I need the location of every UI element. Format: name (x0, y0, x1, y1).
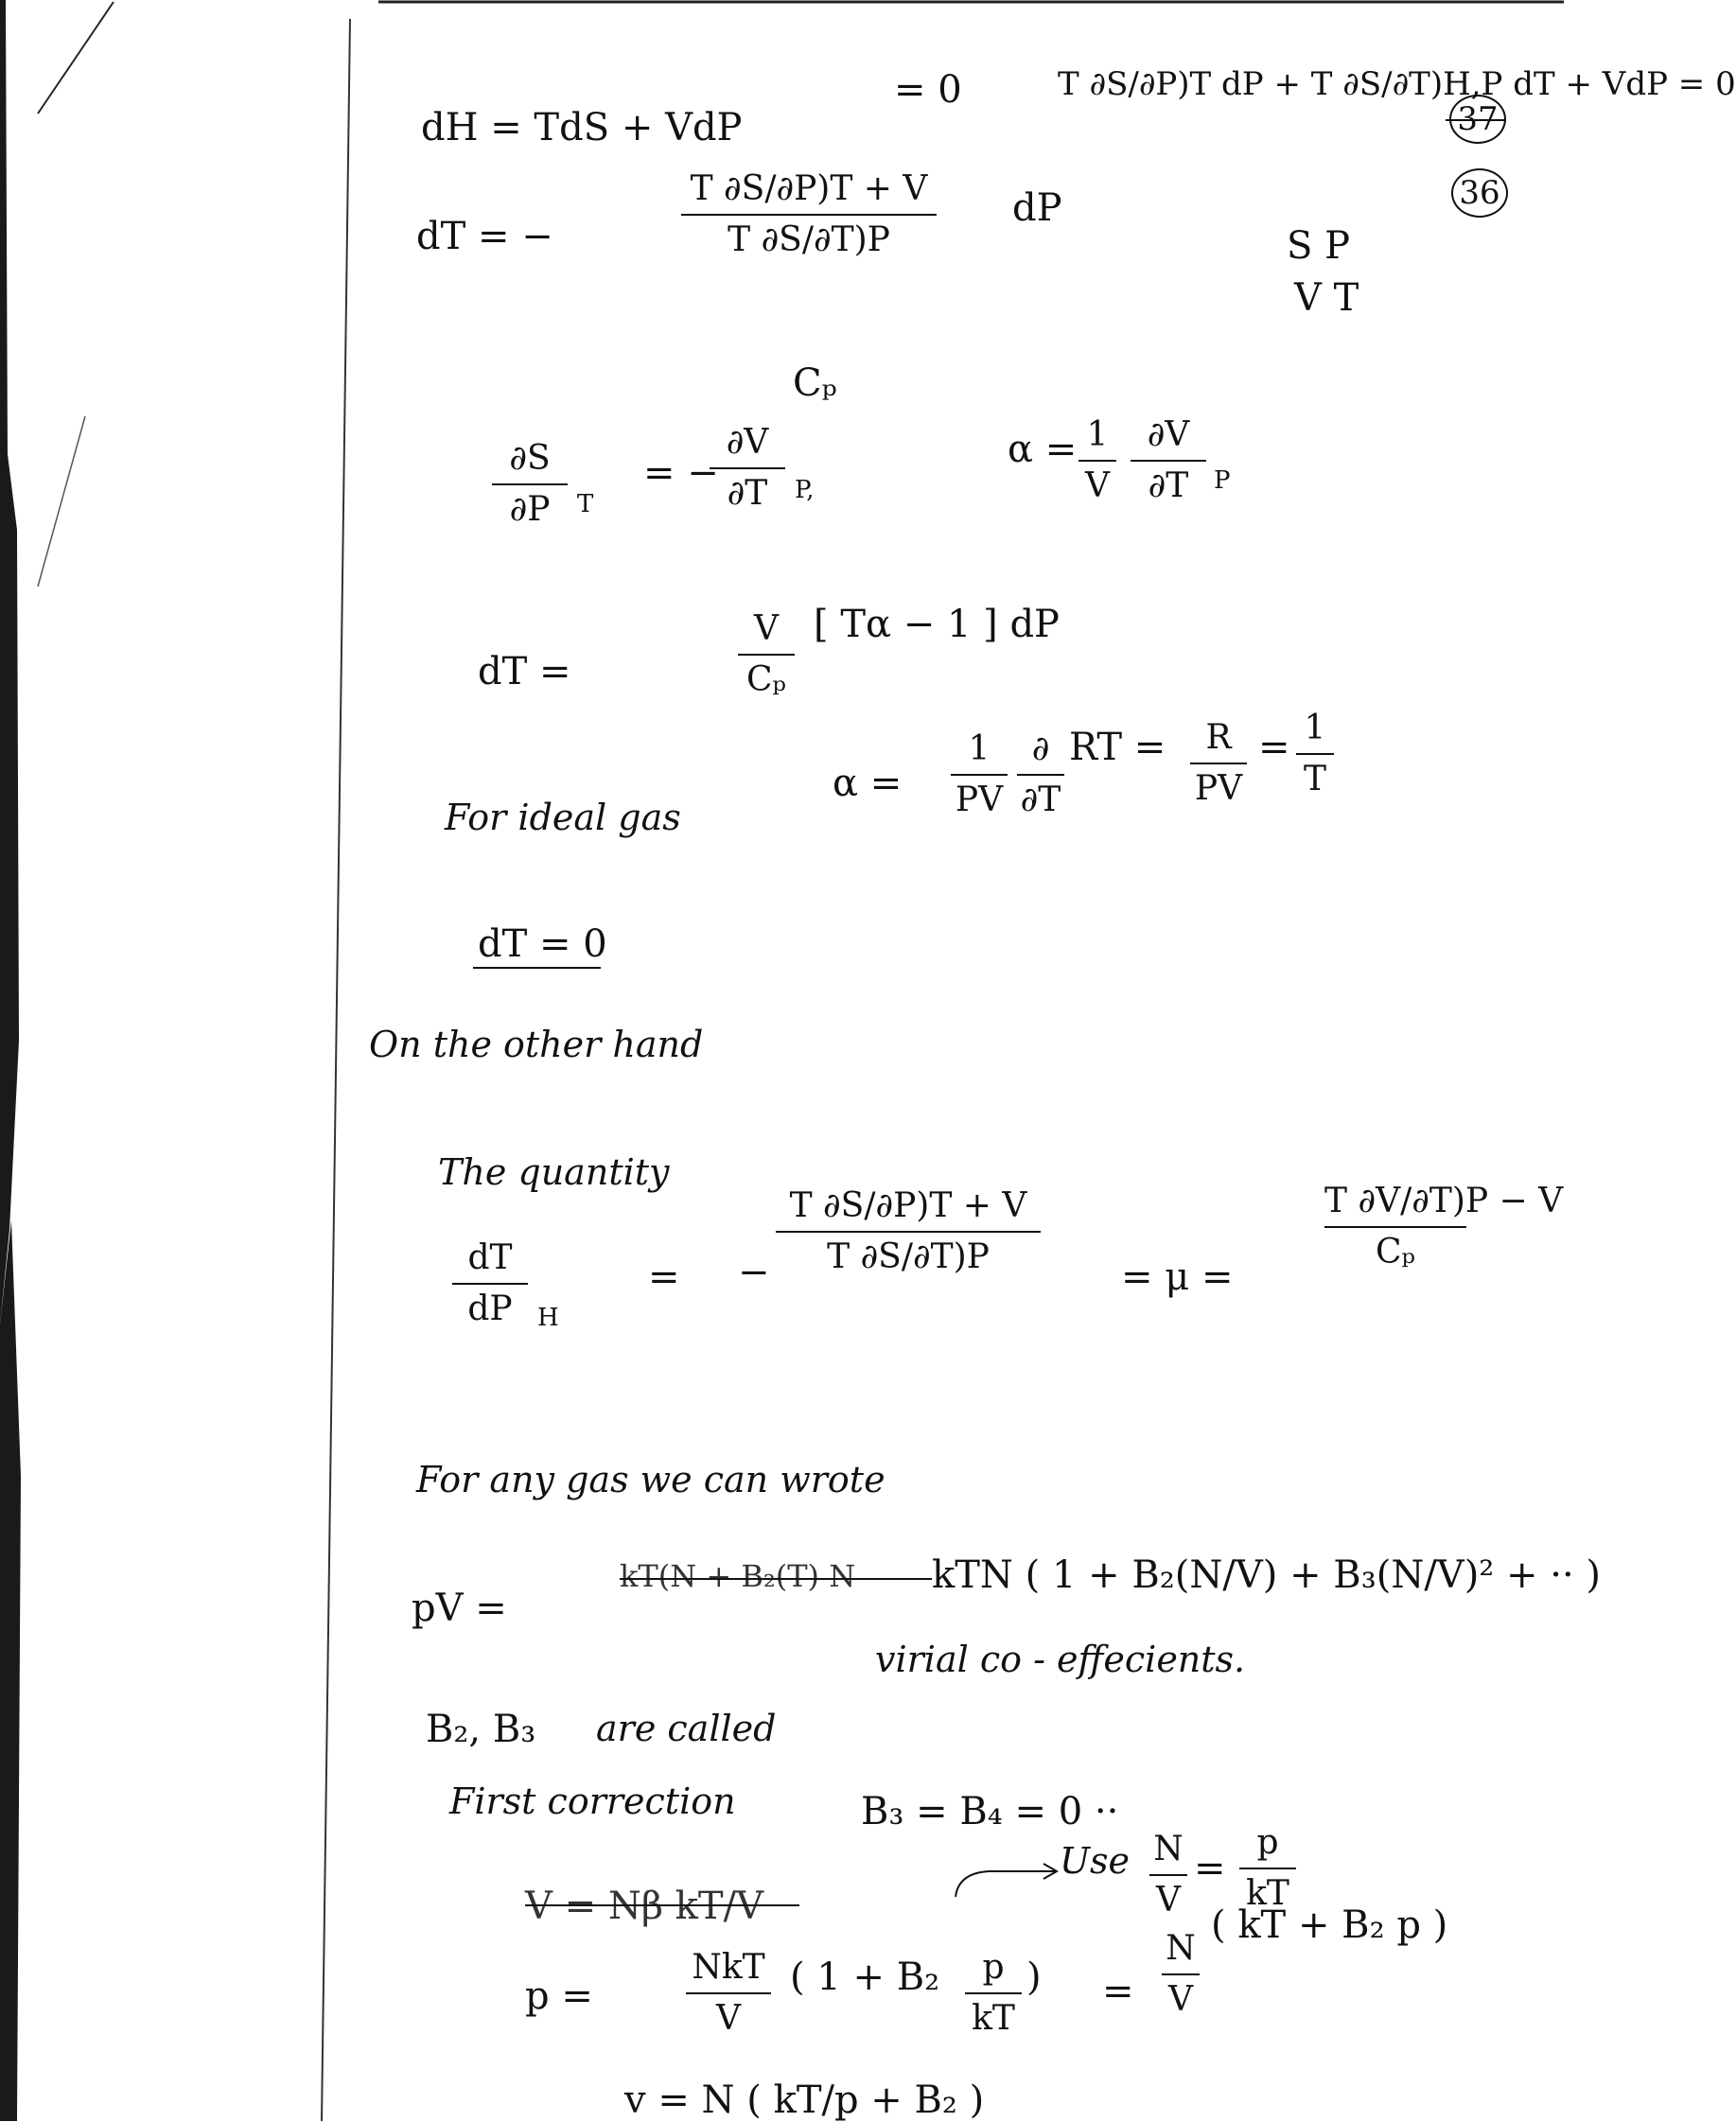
eq-dT-lhs: dT = − (416, 215, 553, 258)
frac-d-dt-den: ∂T (1020, 780, 1061, 819)
frac-dsdp-bar (492, 483, 568, 485)
frac-d-dt (1017, 730, 1064, 818)
underline-dT-zero (473, 967, 601, 969)
frac-mu-2-bar (1324, 1226, 1466, 1228)
frac-p-kt-den: kT (1246, 1873, 1289, 1913)
frac-1-pv-bar (951, 774, 1008, 776)
vars-SP: S P (1287, 224, 1351, 268)
eq-top-right: T ∂S/∂P)T dP + T ∂S/∂T)H,P dT + VdP = 0 (1058, 65, 1736, 103)
frac-dsdp-den: ∂P (509, 489, 551, 529)
text-on-other-hand: On the other hand (369, 1024, 704, 1065)
frac-dvdt-2-bar (1131, 460, 1206, 462)
eq-dH: dH = TdS + VdP (421, 106, 743, 149)
frac-nkt-v-den: V (716, 1998, 741, 2038)
frac-v-cp-bar (738, 654, 795, 656)
frac-mu-2-num: T ∂V/∂T)P − V (1324, 1182, 1564, 1220)
frac-1-t-num: 1 (1304, 709, 1326, 747)
sub-H: H (537, 1304, 559, 1332)
frac-p-kt-2-num: p (982, 1948, 1005, 1987)
text-first-correction: First correction (449, 1780, 736, 1822)
frac-mu-2-den: Cₚ (1376, 1232, 1415, 1271)
frac-mu-2 (1324, 1182, 1564, 1271)
frac-v-cp (738, 610, 795, 698)
frac-dsdp-num: ∂S (509, 439, 551, 478)
eq-eq-3: = (1258, 726, 1290, 769)
eq-zero-1: = 0 (894, 68, 962, 112)
struck-text: kT(N + B₂(T) N (620, 1558, 856, 1594)
frac-d-dt-bar (1017, 774, 1064, 776)
frac-1-over-v (1078, 416, 1116, 504)
text-b2-b3: B₂, B₃ (426, 1708, 536, 1751)
frac-mu (776, 1187, 1041, 1275)
eq-eq-6: = (1102, 1970, 1134, 2013)
frac-dT-dP (452, 1239, 528, 1327)
frac-dT (681, 170, 937, 258)
label-cp: Cₚ (793, 361, 837, 405)
struck-v: V = Nβ kT/V (525, 1885, 763, 1928)
frac-r-pv-num: R (1205, 718, 1232, 757)
frac-dvdt-bar (710, 467, 785, 469)
frac-v-cp-num: V (754, 609, 779, 648)
eq-pV: pV = (412, 1587, 507, 1630)
frac-p-kt-bar (1239, 1868, 1296, 1869)
frac-n-v-num: N (1153, 1830, 1184, 1868)
eq-bracket: [ Tα − 1 ] dP (814, 603, 1060, 646)
frac-mu-num: T ∂S/∂P)T + V (789, 1186, 1027, 1225)
eq-equals-neg: = − (643, 451, 719, 495)
vars-VT: V T (1294, 276, 1359, 320)
frac-dvdt (710, 424, 785, 512)
frac-nkt-v-num: NkT (692, 1948, 765, 1987)
eq-dT-zero: dT = 0 (478, 922, 607, 966)
frac-n-v-den: V (1156, 1880, 1181, 1920)
frac-mu-bar (776, 1231, 1041, 1233)
frac-p-kt-2-bar (965, 1992, 1022, 1994)
sub-T: T (577, 490, 594, 518)
eq-b3-b4: B₃ = B₄ = 0 ·· (861, 1790, 1119, 1833)
frac-1-pv (951, 730, 1008, 818)
eq-virial: kTN ( 1 + B₂(N/V) + B₃(N/V)² + ·· ) (932, 1553, 1602, 1597)
eq-p-lhs: p = (525, 1974, 593, 2018)
eq-eq-5: = (1194, 1847, 1226, 1890)
strike-v-line (525, 1904, 799, 1906)
frac-dT-num: T ∂S/∂P)T + V (690, 169, 928, 208)
eq-dP: dP (1012, 186, 1062, 230)
frac-r-pv-bar (1190, 763, 1247, 764)
frac-dvdt-2-num: ∂V (1147, 415, 1190, 454)
frac-n-v-bar (1149, 1874, 1187, 1876)
eq-alpha-2: α = (833, 762, 903, 805)
frac-dT-dP-num: dT (467, 1238, 513, 1277)
frac-dvdt-2 (1131, 416, 1206, 504)
frac-n-v-2-den: V (1168, 1979, 1193, 2019)
frac-nkt-v-bar (686, 1992, 771, 1994)
eq-eq-4: = (648, 1255, 680, 1299)
frac-dT-dP-bar (452, 1283, 528, 1285)
text-use: Use (1060, 1840, 1131, 1882)
text-for-ideal-gas: For ideal gas (445, 797, 681, 838)
text-for-any-gas: For any gas we can wrote (416, 1459, 886, 1500)
eq-kT-B2p: ( kT + B₂ p ) (1211, 1903, 1448, 1947)
label-37-strike (1446, 119, 1506, 121)
frac-p-kt-num: p (1256, 1823, 1279, 1862)
frac-1-t-bar (1296, 753, 1334, 755)
eq-alpha-lhs: α = (1008, 428, 1078, 471)
sub-P: P, (795, 476, 815, 504)
frac-1-over-v-den: V (1085, 465, 1110, 505)
frac-p-kt (1239, 1824, 1296, 1912)
frac-nkt-v (686, 1949, 771, 2037)
eq-v-final: v = N ( kT/p + B₂ ) (624, 2078, 985, 2122)
frac-r-pv-den: PV (1194, 768, 1243, 808)
frac-v-cp-den: Cₚ (746, 659, 786, 699)
frac-1-over-v-bar (1078, 460, 1116, 462)
frac-dvdt-num: ∂V (726, 423, 769, 462)
eq-eq-mu: = μ = (1121, 1255, 1234, 1299)
text-are-called: are called (596, 1708, 777, 1749)
strike-line (620, 1578, 932, 1580)
frac-1-pv-num: 1 (968, 729, 991, 768)
arrow-icon (951, 1854, 1064, 1902)
eq-RT: RT = (1069, 726, 1166, 769)
frac-dT-dP-den: dP (467, 1289, 513, 1328)
frac-dT-bar (681, 214, 937, 216)
frac-1-pv-den: PV (955, 780, 1004, 819)
label-37: 37 (1449, 95, 1506, 144)
frac-n-v-2-num: N (1166, 1929, 1196, 1968)
frac-1-over-v-num: 1 (1086, 415, 1109, 454)
frac-p-kt-2 (965, 1949, 1022, 2037)
frac-dsdp (492, 440, 568, 528)
frac-n-v-2 (1162, 1930, 1200, 2018)
frac-n-v-2-bar (1162, 1973, 1200, 1975)
eq-close-paren: ) (1026, 1955, 1042, 1999)
frac-dT-den: T ∂S/∂T)P (728, 219, 890, 259)
frac-dvdt-den: ∂T (727, 473, 768, 513)
sub-P-2: P (1214, 466, 1231, 495)
frac-n-v (1149, 1831, 1187, 1919)
text-virial-coeffs: virial co - effecients. (875, 1639, 1246, 1680)
sign-minus: − (738, 1251, 770, 1294)
text-the-quantity: The quantity (438, 1151, 670, 1193)
frac-1-t-den: T (1303, 759, 1326, 798)
frac-1-t (1296, 710, 1334, 798)
eq-paren-correction: ( 1 + B₂ (790, 1955, 940, 1999)
label-36: 36 (1451, 168, 1508, 218)
frac-dvdt-2-den: ∂T (1148, 465, 1189, 505)
frac-d-dt-num: ∂ (1031, 729, 1050, 768)
frac-mu-den: T ∂S/∂T)P (827, 1236, 990, 1276)
frac-p-kt-2-den: kT (972, 1998, 1015, 2038)
frac-r-pv (1190, 719, 1247, 807)
eq-dT-2: dT = (478, 650, 571, 693)
